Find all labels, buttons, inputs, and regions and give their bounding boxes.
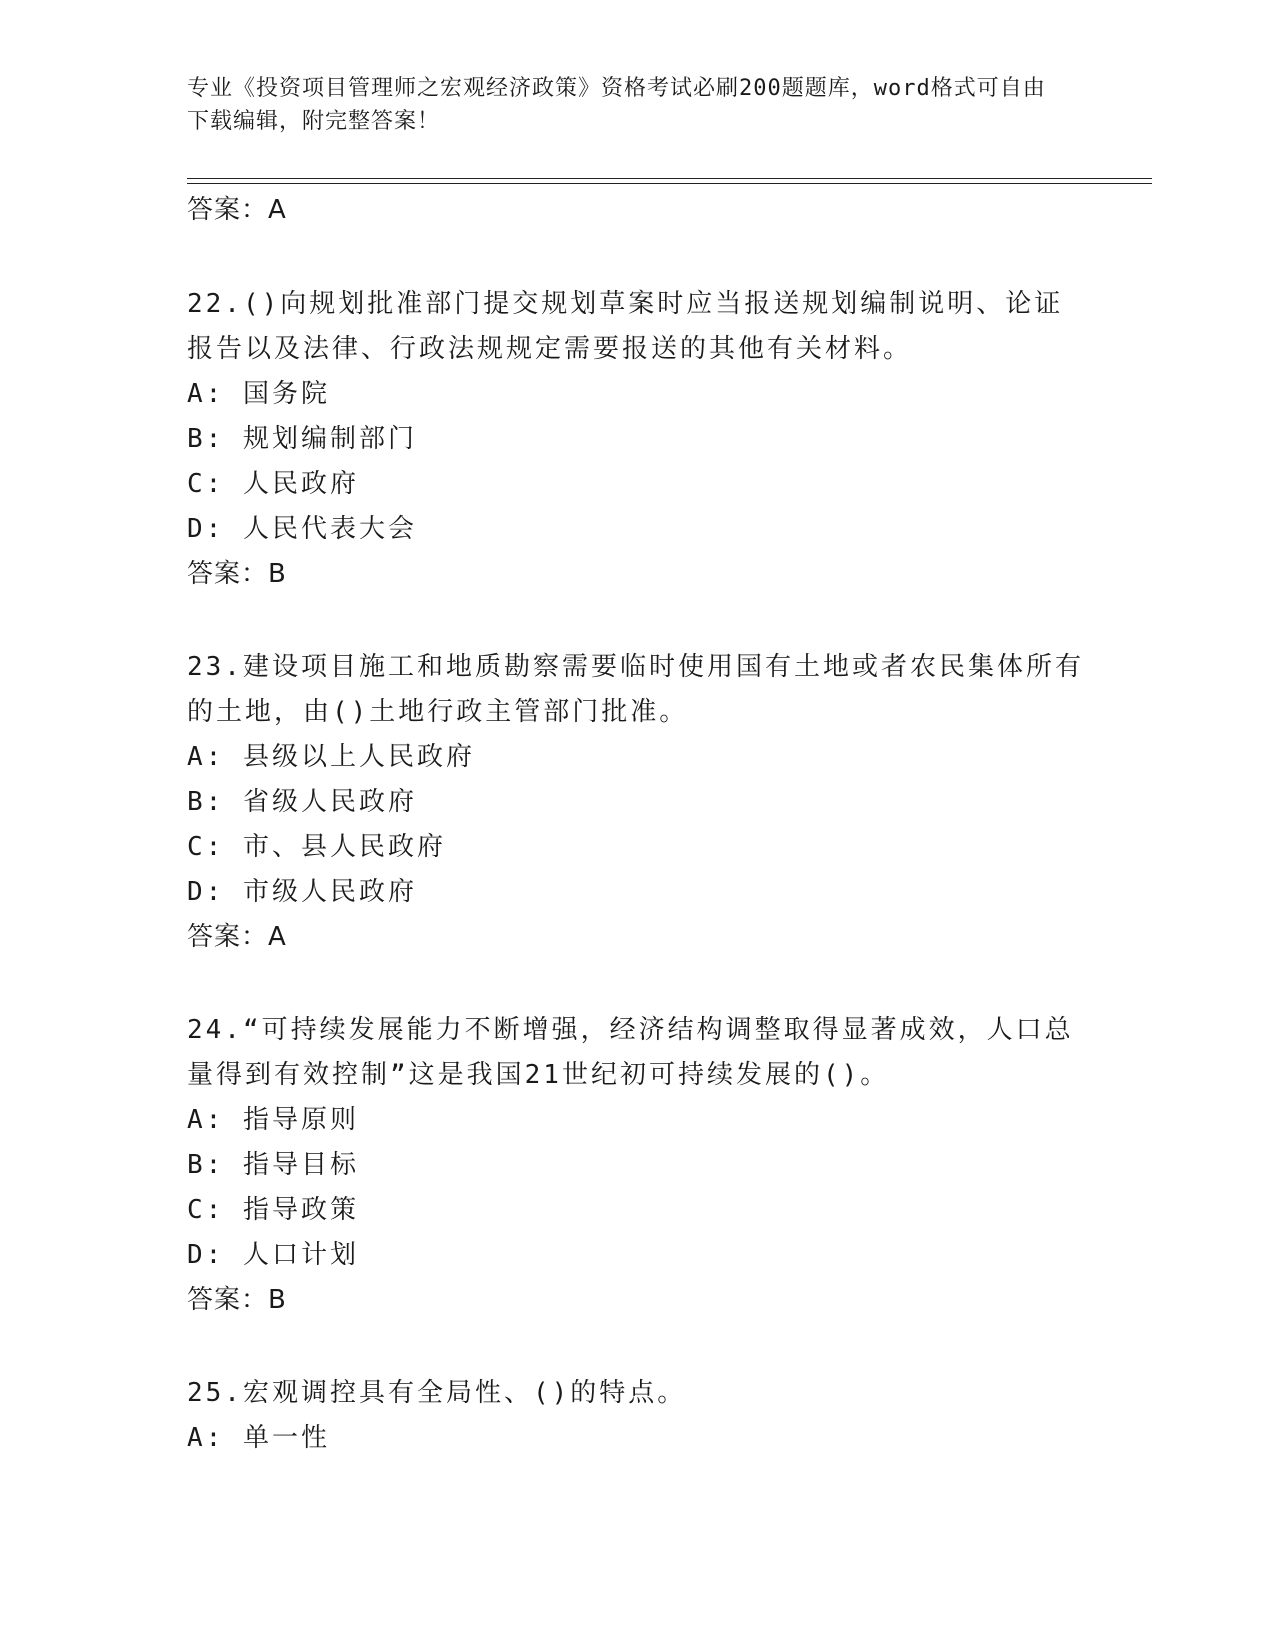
option-c: C: 指导政策 bbox=[187, 1195, 359, 1225]
option-b: B: 规划编制部门 bbox=[187, 424, 417, 454]
option-d: D: 人民代表大会 bbox=[187, 514, 417, 544]
question-stem: 25.宏观调控具有全局性、()的特点。 bbox=[187, 1378, 687, 1408]
option-c: C: 市、县人民政府 bbox=[187, 832, 446, 862]
question-23 bbox=[187, 645, 1087, 960]
header-rule-bottom bbox=[187, 183, 1152, 184]
answer-label: 答案：A bbox=[187, 195, 287, 225]
question-22 bbox=[187, 282, 1087, 597]
header-rule-top bbox=[187, 178, 1152, 179]
question-stem: 23.建设项目施工和地质勘察需要临时使用国有土地或者农民集体所有的土地，由()土地行政主管部门批准。 bbox=[187, 652, 1084, 727]
option-b: B: 省级人民政府 bbox=[187, 787, 417, 817]
question-25 bbox=[187, 1371, 1087, 1461]
option-a: A: 国务院 bbox=[187, 379, 330, 409]
option-a: A: 县级以上人民政府 bbox=[187, 742, 475, 772]
option-d: D: 人口计划 bbox=[187, 1240, 359, 1270]
answer-label: 答案：B bbox=[187, 559, 287, 589]
option-b: B: 指导目标 bbox=[187, 1150, 359, 1180]
option-a: A: 单一性 bbox=[187, 1423, 330, 1453]
option-a: A: 指导原则 bbox=[187, 1105, 359, 1135]
question-stem: 24.“可持续发展能力不断增强，经济结构调整取得显著成效，人口总量得到有效控制”这是我国21世纪初可持续发展的()。 bbox=[187, 1015, 1074, 1090]
question-24 bbox=[187, 1008, 1087, 1323]
option-d: D: 市级人民政府 bbox=[187, 877, 417, 907]
answer-label: 答案：B bbox=[187, 1285, 287, 1315]
option-c: C: 人民政府 bbox=[187, 469, 359, 499]
question-stem: 22.()向规划批准部门提交规划草案时应当报送规划编制说明、论证报告以及法律、行政法规规定需要报送的其他有关材料。 bbox=[187, 289, 1064, 364]
question-list bbox=[187, 282, 1087, 1509]
answer-label: 答案：A bbox=[187, 922, 287, 952]
page-header: 专业《投资项目管理师之宏观经济政策》资格考试必刷200题题库，word格式可自由下载编辑，附完整答案！ bbox=[187, 76, 1046, 134]
